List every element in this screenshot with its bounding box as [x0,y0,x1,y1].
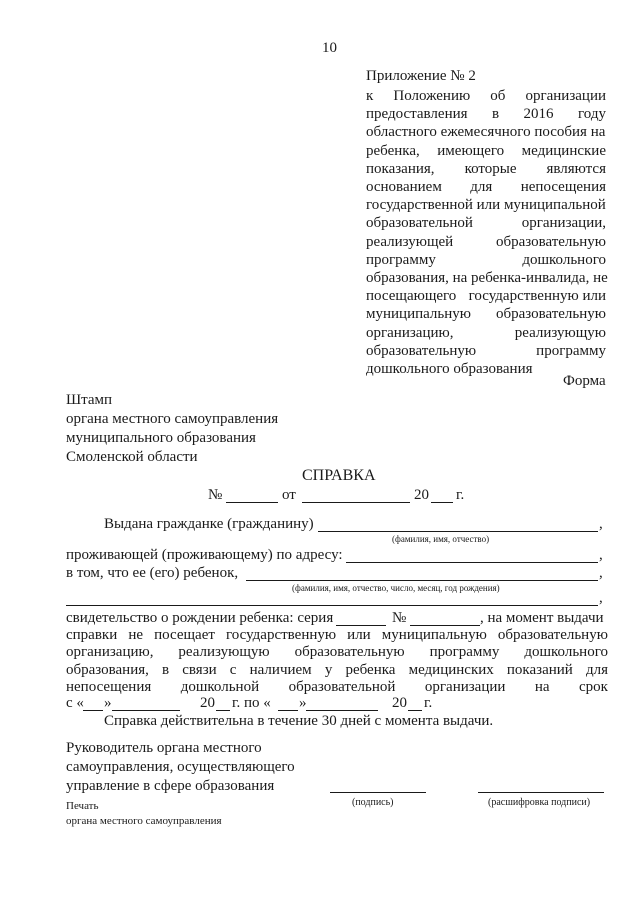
body-word: у [324,661,333,678]
child-label: в том, что ее (его) ребенок, [66,565,239,581]
date-year-suffix: г. [456,487,465,503]
appendix-line [366,106,606,123]
child-field[interactable] [246,580,598,581]
appendix-word: ребенка, [366,142,420,159]
appendix-word: показания, [366,160,435,177]
body-word: ребенка [345,661,396,678]
head-line: Руководитель органа местного [66,740,262,756]
body-word: в [162,661,170,678]
period-from-prefix: с « [66,695,84,711]
appendix-word: организации [525,88,606,104]
period-quote-close: » [104,695,112,711]
body-word: образовательную [497,627,608,643]
appendix-line [366,197,606,214]
date-field[interactable] [302,502,410,503]
body-word: справки [66,627,118,643]
signature-decoding-field[interactable] [478,792,604,793]
body-word: не [128,627,144,643]
continuation-field[interactable] [66,605,598,606]
address-label: проживающей (проживающему) по адресу: [66,547,343,563]
appendix-word: государственной или муниципальной [366,197,606,214]
period-from-month-field[interactable] [112,710,180,711]
period-to-year-field[interactable] [408,710,422,711]
comma: , [599,516,603,532]
comma: , [599,590,603,606]
issued-to-field[interactable] [318,531,598,532]
stamp-line: Штамп [66,392,113,408]
appendix-word: организации, [521,215,606,232]
period-year-prefix: 20 [392,695,407,711]
appendix-line [366,361,533,378]
appendix-line [366,288,606,305]
appendix-word: об [490,88,506,104]
appendix-word: реализующей [366,233,454,250]
body-word: образования, [66,661,149,678]
date-from-label: от [282,487,296,503]
body-word: срок [579,678,608,695]
body-word: образовательную [294,644,405,661]
appendix-line [366,124,605,141]
appendix-word: образования, на ребенка-инвалида, не [366,270,608,286]
appendix-word: дошкольного [522,251,606,268]
appendix-word: образовательную [495,233,606,250]
date-year-prefix: 20 [414,487,429,503]
signature-field[interactable] [330,792,426,793]
appendix-word: образовательную [495,306,606,323]
appendix-word: предоставления [366,106,468,123]
appendix-word: Положению [393,88,471,104]
validity-text: Справка действительна в течение 30 дней с момента выдачи. [104,713,494,729]
birth-cert-label: свидетельство о рождении ребенка: серия [66,610,334,626]
body-word: организации [424,678,506,695]
appendix-word: медицинские [521,142,606,159]
body-word: государственную [226,627,337,643]
appendix-word: реализующую [514,324,606,341]
period-year-suffix: г. [424,695,433,711]
issued-to-label: Выдана гражданке (гражданину) [104,516,314,532]
appendix-word: дошкольного образования [366,361,533,377]
appendix-word: 2016 [523,106,554,123]
body-word: организацию, [66,644,154,661]
appendix-word: непосещения [520,179,606,195]
stamp-line: органа местного самоуправления [66,411,279,427]
body-word: реализующую [178,644,270,661]
body-word: программу [429,644,500,661]
head-line: управление в сфере образования [66,778,275,794]
period-to-month-field[interactable] [306,710,378,711]
body-line [66,644,608,661]
issued-to-caption: (фамилия, имя, отчество) [392,534,490,544]
appendix-word: для [470,179,493,195]
appendix-line [366,215,606,232]
body-word: на [534,678,550,695]
birth-cert-number-field[interactable] [410,625,480,626]
body-word: наличием [249,661,312,678]
appendix-word: к [366,88,374,104]
appendix-line [366,306,606,323]
certificate-title: СПРАВКА [302,467,376,484]
appendix-word: муниципальную [366,306,471,323]
appendix-line [366,325,606,342]
date-year-field[interactable] [431,502,453,503]
appendix-word: являются [546,160,606,177]
period-quote-close: » [299,695,307,711]
body-word: с [229,661,237,678]
signature-caption: (подпись) [352,797,394,808]
head-line: самоуправления, осуществляющего [66,759,295,775]
appendix-word: которые [464,160,517,177]
address-field[interactable] [346,562,598,563]
body-word: или [347,627,371,643]
body-word: образовательной [288,678,396,695]
appendix-line [366,161,606,178]
appendix-word: образовательную [366,342,477,359]
appendix-word: в [491,106,500,123]
appendix-title: Приложение № 2 [366,68,476,84]
body-word: показаний [506,661,573,678]
appendix-line [366,343,606,360]
body-line [66,627,608,644]
appendix-word: основанием [366,179,442,195]
body-word: связи [182,661,217,678]
period-year-prefix: 20 [200,695,215,711]
body-word: медицинских [408,661,494,678]
page-number: 10 [322,40,337,56]
number-label: № [208,487,223,503]
period-from-day-field[interactable] [83,710,103,711]
comma: , [599,565,603,581]
appendix-word: областного ежемесячного пособия на [366,124,606,141]
appendix-line [366,143,606,160]
period-from-year-field[interactable] [216,710,230,711]
form-label: Форма [563,373,606,389]
comma: , [599,547,603,563]
body-line [66,662,608,679]
body-word: посещает [154,627,215,643]
appendix-word: программу [366,251,436,268]
number-field[interactable] [226,502,278,503]
appendix-word: организацию, [366,324,454,341]
appendix-word: имеющего [437,142,505,159]
appendix-line [366,88,606,105]
body-line [66,679,608,696]
birth-cert-tail: , на момент выдачи [480,610,604,626]
body-word: непосещения [66,678,152,695]
stamp-line: Смоленской области [66,449,198,465]
period-mid: г. по « [232,695,271,711]
seal-line: Печать [66,800,99,812]
signature-decoding-caption: (расшифровка подписи) [488,797,591,808]
stamp-line: муниципального образования [66,430,256,446]
appendix-line [366,270,608,287]
body-word: дошкольной [180,678,260,695]
appendix-word: посещающего [366,288,457,305]
appendix-word: государственную или [468,288,606,305]
appendix-line [366,252,606,269]
appendix-line [366,179,606,196]
appendix-word: программу [536,342,606,359]
body-word: муниципальную [381,627,487,643]
birth-cert-series-field[interactable] [336,625,386,626]
body-word: дошкольного [524,644,608,661]
appendix-word: году [577,106,606,123]
body-word: для [585,661,608,678]
birth-cert-no-label: № [392,610,407,626]
seal-line: органа местного самоуправления [66,815,222,827]
child-caption: (фамилия, имя, отчество, число, месяц, год рождения) [292,583,500,593]
period-to-day-field[interactable] [278,710,298,711]
appendix-word: образовательной [366,215,473,232]
appendix-line [366,234,606,251]
